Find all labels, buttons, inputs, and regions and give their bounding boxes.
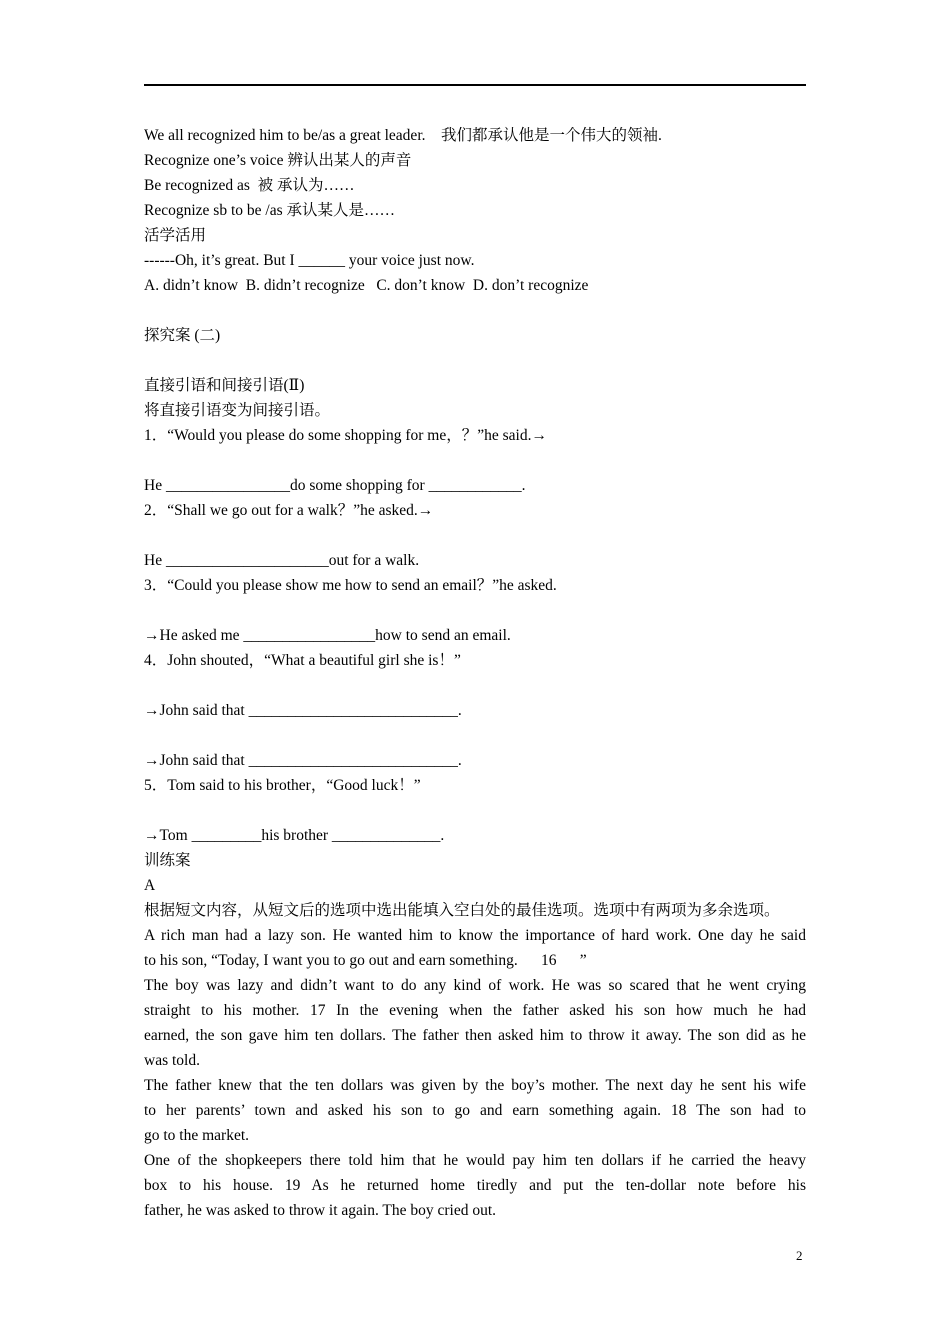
exercise-question: ------Oh, it’s great. But I ______ your voice just now. — [144, 252, 475, 269]
passage-line: father, he was asked to throw it again. The boy cried out. — [144, 1202, 497, 1219]
passage-line: was told. — [144, 1052, 200, 1069]
exercise-options: A. didn’t know B. didn’t recognize C. don’t know D. don’t recognize — [144, 277, 589, 294]
spacer — [144, 298, 806, 323]
exercise-item: 2．“Shall we go out for a walk？”he asked.→ — [144, 502, 434, 519]
passage-line: straight to his mother. 17 In the evening when the father asked his son how much he had — [144, 1002, 806, 1019]
spacer — [144, 798, 806, 823]
passage-line: One of the shopkeepers there told him that he would pay him ten dollars if he carried the heavy — [144, 1152, 806, 1169]
exercise-item: 1．“Would you please do some shopping for me，？”he said.→ — [144, 427, 547, 444]
spacer — [144, 598, 806, 623]
page-number: 2 — [796, 1248, 803, 1263]
text-line: Be recognized as 被 承认为…… — [144, 177, 355, 194]
text-line: Recognize one’s voice 辨认出某人的声音 — [144, 152, 412, 169]
passage-line: go to the market. — [144, 1127, 250, 1144]
topic-heading: 直接引语和间接引语(Ⅱ) — [144, 377, 305, 394]
passage-line: The boy was lazy and didn’t want to do any kind of work. He was so scared that he went crying — [144, 977, 806, 994]
text-line: We all recognized him to be/as a great leader. 我们都承认他是一个伟大的领袖. — [144, 127, 662, 144]
spacer — [144, 448, 806, 473]
header-rule — [144, 84, 806, 86]
answer-line: →John said that ___________________________. — [144, 752, 462, 769]
exercise-item: 4．John shouted，“What a beautiful girl she is！” — [144, 652, 461, 669]
passage-line: earned, the son gave him ten dollars. The father then asked him to throw it away. The son did as he — [144, 1027, 806, 1044]
passage-line: A rich man had a lazy son. He wanted him to know the importance of hard work. One day he said — [144, 927, 806, 944]
text-line: Recognize sb to be /as 承认某人是…… — [144, 202, 395, 219]
answer-line: He _____________________out for a walk. — [144, 552, 420, 569]
passage-line: to his son, “Today, I want you to go out and earn something. 16 ” — [144, 952, 587, 969]
page-content — [144, 123, 806, 1223]
answer-line: →John said that ___________________________. — [144, 702, 462, 719]
instruction: 根据短文内容，从短文后的选项中选出能填入空白处的最佳选项。选项中有两项为多余选项。 — [144, 902, 780, 919]
exercise-item: 5．Tom said to his brother，“Good luck！” — [144, 777, 421, 794]
section-heading: 训练案 — [144, 852, 191, 869]
spacer — [144, 723, 806, 748]
passage-line: The father knew that the ten dollars was given by the boy’s mother. The next day he sent his wife — [144, 1077, 806, 1094]
exercise-item: 3．“Could you please show me how to send an email？”he asked. — [144, 577, 557, 594]
part-label: A — [144, 877, 156, 894]
spacer — [144, 673, 806, 698]
spacer — [144, 348, 806, 373]
spacer — [144, 523, 806, 548]
instruction: 将直接引语变为间接引语。 — [144, 402, 331, 419]
passage-line: box to his house. 19 As he returned home tiredly and put the ten-dollar note before his — [144, 1177, 806, 1194]
section-heading: 探究案 (二) — [144, 327, 221, 344]
passage-line: to her parents’ town and asked his son to go and earn something again. 18 The son had to — [144, 1102, 806, 1119]
section-label: 活学活用 — [144, 227, 207, 244]
answer-line: →He asked me _________________how to send an email. — [144, 627, 511, 644]
answer-line: He ________________do some shopping for ____________. — [144, 477, 526, 494]
answer-line: →Tom _________his brother ______________. — [144, 827, 445, 844]
